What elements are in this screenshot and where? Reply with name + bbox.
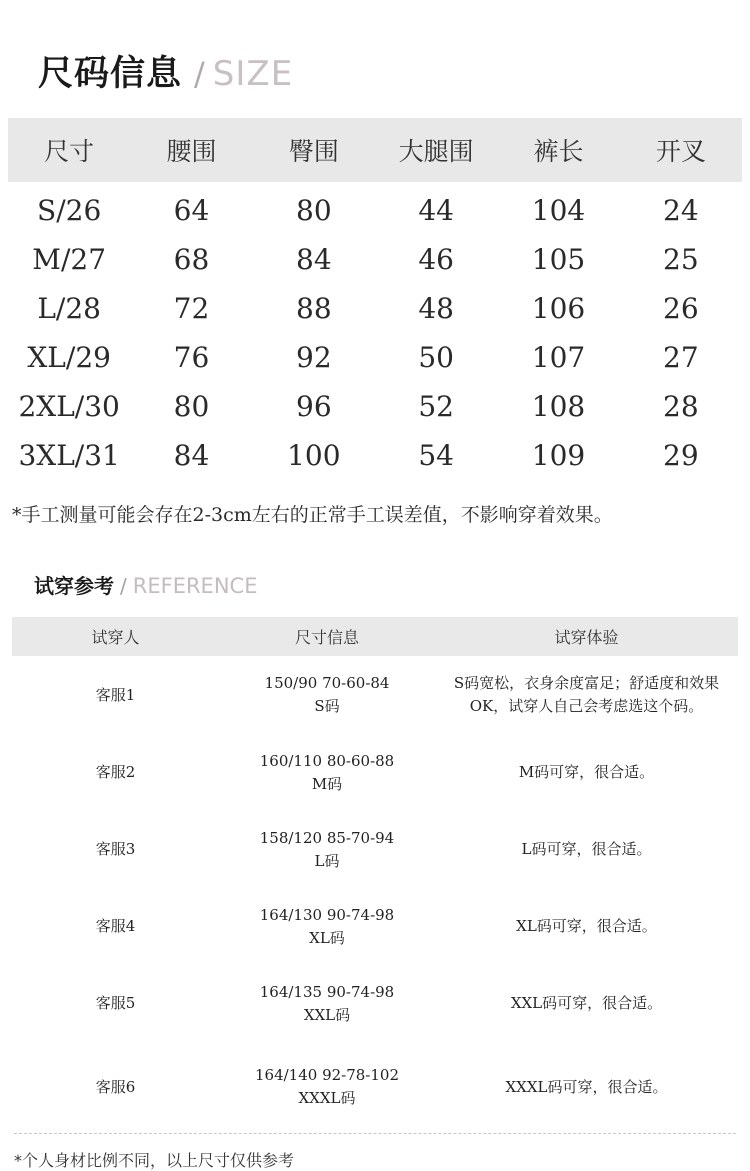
size-info-size: XXXL码 (298, 1089, 356, 1107)
slit-cell: 27 (663, 341, 699, 374)
size-title-en: SIZE (212, 54, 294, 94)
measurement-note: *手工测量可能会存在2-3cm左右的正常手工误差值，不影响穿着效果。 (12, 504, 613, 526)
reference-header-size-info: 尺寸信息 (219, 617, 435, 656)
slit-cell: 25 (663, 243, 699, 276)
slit-cell: 28 (663, 390, 699, 423)
size-header-length: 裤长 (497, 118, 619, 182)
length-cell: 108 (531, 390, 586, 423)
size-info-size: L码 (314, 851, 340, 870)
size-info-cell (219, 1042, 435, 1132)
experience-cell (435, 656, 738, 734)
person-cell: 客服6 (95, 1077, 136, 1096)
size-info-cell (219, 965, 435, 1042)
table-row (12, 965, 738, 1042)
size-info-cell (219, 811, 435, 888)
table-row (12, 656, 738, 734)
size-cell: XL/29 (27, 341, 111, 374)
size-header-thigh: 大腿围 (375, 118, 497, 182)
thigh-cell: 50 (418, 341, 454, 374)
size-info-size: M码 (311, 774, 343, 793)
table-row (8, 382, 742, 431)
waist-cell: 80 (173, 390, 210, 423)
reference-title-separator: / (120, 574, 127, 598)
person-cell: 客服2 (95, 763, 136, 781)
table-row (12, 811, 738, 888)
size-cell: S/26 (37, 194, 102, 227)
experience-text: XXL码可穿，很合适。 (510, 994, 663, 1012)
hip-cell: 88 (296, 292, 332, 325)
experience-text-cont: OK，试穿人自己会考虑选这个码。 (469, 697, 704, 715)
hip-cell: 80 (296, 194, 332, 227)
size-header-slit: 开叉 (620, 118, 742, 182)
length-cell: 105 (531, 243, 586, 276)
reference-header-experience: 试穿体验 (435, 617, 738, 656)
size-info-size: S码 (314, 697, 340, 715)
thigh-cell: 48 (418, 292, 454, 325)
table-row (8, 284, 742, 333)
size-info-cell (219, 656, 435, 734)
size-info-measurements: 164/130 90-74-98 (259, 905, 395, 924)
table-row (12, 888, 738, 965)
length-cell: 106 (531, 292, 586, 325)
size-info-measurements: 164/135 90-74-98 (259, 982, 395, 1001)
size-info-cell (219, 734, 435, 811)
reference-title-en: REFERENCE (132, 574, 258, 598)
size-cell: 3XL/31 (18, 439, 120, 472)
hip-cell: 96 (296, 390, 332, 423)
experience-text: L码可穿，很合适。 (521, 840, 652, 858)
length-cell: 104 (531, 194, 586, 227)
person-cell: 客服4 (95, 917, 136, 935)
size-title-separator: / (194, 55, 205, 93)
waist-cell: 76 (173, 341, 210, 374)
size-info-measurements: 164/140 92-78-102 (254, 1066, 400, 1084)
size-table-header-row (8, 118, 742, 182)
reference-header-person: 试穿人 (12, 617, 219, 656)
experience-cell (435, 1042, 738, 1132)
experience-cell (435, 811, 738, 888)
reference-table (12, 617, 738, 1132)
table-row (8, 182, 742, 235)
experience-text: XL码可穿，很合适。 (516, 917, 657, 935)
size-table (8, 118, 742, 480)
person-cell: 客服3 (95, 840, 136, 858)
reference-note: *个人身材比例不同，以上尺寸仅供参考 (14, 1151, 295, 1170)
experience-cell (435, 734, 738, 811)
size-cell: 2XL/30 (18, 390, 120, 423)
person-cell: 客服5 (95, 994, 136, 1012)
length-cell: 107 (531, 341, 586, 374)
size-info-measurements: 150/90 70-60-84 (264, 674, 390, 692)
size-title-cn: 尺码信息 (38, 54, 183, 94)
experience-cell (435, 888, 738, 965)
thigh-cell: 46 (418, 243, 454, 276)
size-info-measurements: 160/110 80-60-88 (259, 751, 395, 770)
size-info-size: XL码 (309, 928, 345, 947)
table-row (8, 333, 742, 382)
size-info-measurements: 158/120 85-70-94 (259, 828, 395, 847)
table-row (12, 734, 738, 811)
reference-section-title (34, 570, 257, 599)
person-cell: 客服1 (95, 685, 136, 704)
experience-text: M码可穿，很合适。 (518, 763, 655, 781)
slit-cell: 29 (663, 439, 699, 472)
size-cell: M/27 (32, 243, 107, 276)
size-header-size: 尺寸 (8, 118, 130, 182)
waist-cell: 64 (173, 194, 210, 227)
length-cell: 109 (531, 439, 586, 472)
divider (14, 1133, 736, 1134)
thigh-cell: 54 (418, 439, 454, 472)
waist-cell: 68 (173, 243, 210, 276)
slit-cell: 26 (663, 292, 699, 325)
thigh-cell: 44 (418, 194, 454, 227)
size-section-title (38, 46, 293, 96)
experience-text: XXXL码可穿，很合适。 (505, 1077, 668, 1096)
hip-cell: 100 (287, 439, 341, 472)
hip-cell: 84 (296, 243, 332, 276)
size-header-waist: 腰围 (130, 118, 252, 182)
size-cell: L/28 (37, 292, 101, 325)
table-row (8, 235, 742, 284)
experience-text: S码宽松，衣身余度富足；舒适度和效果 (453, 674, 720, 692)
reference-table-header-row (12, 617, 738, 656)
experience-cell (435, 965, 738, 1042)
size-header-hip: 臀围 (253, 118, 375, 182)
thigh-cell: 52 (418, 390, 454, 423)
size-info-size: XXL码 (303, 1005, 351, 1024)
waist-cell: 84 (173, 439, 210, 472)
reference-title-cn: 试穿参考 (34, 574, 114, 598)
hip-cell: 92 (296, 341, 332, 374)
size-info-cell (219, 888, 435, 965)
slit-cell: 24 (663, 194, 699, 227)
waist-cell: 72 (173, 292, 210, 325)
table-row (12, 1042, 738, 1132)
table-row (8, 431, 742, 480)
